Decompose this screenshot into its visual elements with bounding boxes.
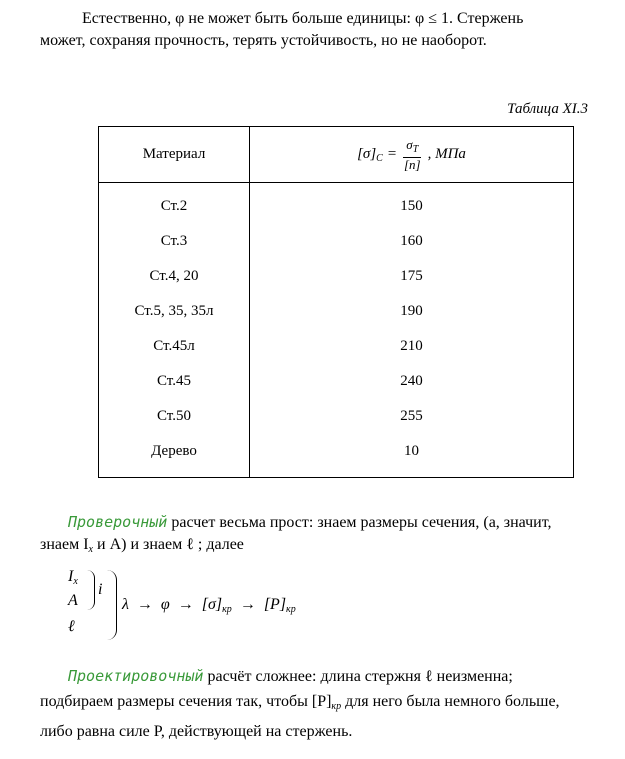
row-material: Дерево — [99, 434, 250, 478]
check-calc-paragraph — [40, 511, 588, 561]
check-calc-line-2: знаем $I_x$ и A) и знаем ℓ ; далее — [40, 536, 244, 555]
row-material: Ст.4, 20 — [99, 259, 250, 294]
materials-table — [98, 126, 574, 478]
formula-fraction: $\frac{\sigma_T}{[n]}$ — [403, 136, 421, 172]
row-value: 10 — [250, 434, 574, 478]
row-material: Ст.45л — [99, 329, 250, 364]
scheme-chain: $\lambda \to \varphi \to [\sigma]_{кр} \to [P]_{кр}$ — [122, 596, 296, 615]
formula-eq: = — [386, 146, 397, 162]
row-value: 150 — [250, 183, 574, 225]
intro-line-1: Естественно, φ не может быть больше единицы: φ ≤ 1. Стержень — [82, 10, 524, 27]
scheme-l: ℓ — [68, 618, 75, 635]
highlight-term-check: Проверочный — [68, 513, 168, 531]
row-value: 255 — [250, 399, 574, 434]
row-value: 160 — [250, 224, 574, 259]
table-header-row — [99, 127, 574, 183]
header-stress-formula — [250, 127, 574, 183]
row-material: Ст.3 — [99, 224, 250, 259]
table-caption: Таблица XI.3 — [507, 101, 588, 117]
formula-unit: , МПа — [427, 146, 466, 162]
row-material: Ст.50 — [99, 399, 250, 434]
row-value: 175 — [250, 259, 574, 294]
outer-brace — [106, 570, 117, 640]
row-value: 210 — [250, 329, 574, 364]
design-calc-line-3: либо равна силе P, действующей на стержень. — [40, 723, 353, 740]
design-calc-paragraph — [40, 664, 588, 744]
check-calc-line-1: Проверочный расчет весьма прост: знаем размеры сечения, (а, значит, — [68, 513, 552, 531]
row-material: Ст.45 — [99, 364, 250, 399]
header-material: Материал — [99, 127, 250, 183]
row-value: 190 — [250, 294, 574, 329]
scheme-a: A — [68, 592, 78, 609]
table-row — [99, 183, 574, 225]
table-row — [99, 364, 574, 399]
intro-paragraph — [40, 8, 588, 52]
calc-scheme — [66, 568, 346, 648]
inner-brace — [86, 570, 95, 610]
highlight-term-design: Проектировочный — [68, 667, 204, 685]
table-row — [99, 259, 574, 294]
design-calc-line-1: Проектировочный расчёт сложнее: длина стержня ℓ неизменна; — [68, 667, 513, 685]
row-value: 240 — [250, 364, 574, 399]
table-row — [99, 399, 574, 434]
scheme-ix: $I_x$ — [68, 568, 78, 587]
table-row — [99, 224, 574, 259]
table-row — [99, 329, 574, 364]
design-calc-line-2: подбираем размеры сечения так, чтобы $[P]_{кр}$ для него была немного больше, — [40, 693, 560, 712]
scheme-i: i — [98, 581, 103, 598]
table-row — [99, 434, 574, 478]
row-material: Ст.5, 35, 35л — [99, 294, 250, 329]
row-material: Ст.2 — [99, 183, 250, 225]
table-row — [99, 294, 574, 329]
intro-line-2: может, сохраняя прочность, терять устойчивость, но не наоборот. — [40, 32, 487, 49]
formula-lhs: $[\sigma]_C$ — [357, 145, 383, 164]
